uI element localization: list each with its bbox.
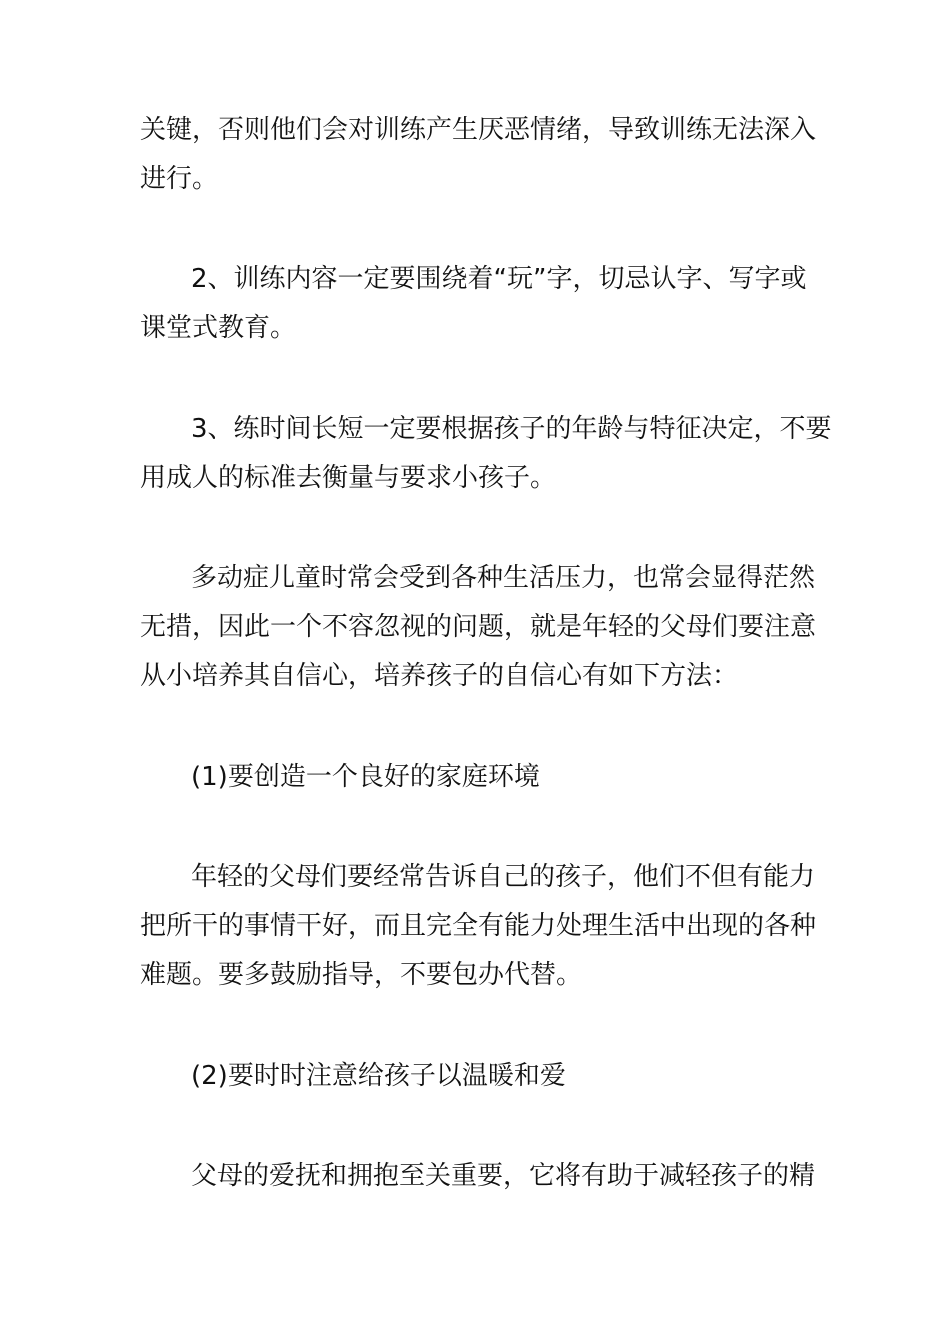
paragraph-2-line-1: 2、训练内容一定要围绕着“玩”字，切忌认字、写字或 <box>191 264 807 294</box>
paragraph-5-line-2: 把所干的事情干好，而且完全有能力处理生活中出现的各种 <box>140 911 817 941</box>
paragraph-1-line-2: 进行。 <box>140 164 219 194</box>
paragraph-4-line-3: 从小培养其自信心，培养孩子的自信心有如下方法： <box>140 661 739 691</box>
paragraph-3-line-1: 3、练时间长短一定要根据孩子的年龄与特征决定，不要 <box>191 414 832 444</box>
paragraph-4-line-1: 多动症儿童时常会受到各种生活压力，也常会显得茫然 <box>191 563 816 593</box>
heading-2: (2)要时时注意给孩子以温暖和爱 <box>191 1061 566 1091</box>
paragraph-4-line-2: 无措，因此一个不容忽视的问题，就是年轻的父母们要注意 <box>140 612 817 642</box>
paragraph-5-line-1: 年轻的父母们要经常告诉自己的孩子，他们不但有能力 <box>191 862 816 892</box>
paragraph-2-line-2: 课堂式教育。 <box>140 313 297 343</box>
paragraph-6-line-1: 父母的爱抚和拥抱至关重要，它将有助于减轻孩子的精 <box>191 1161 816 1191</box>
paragraph-3-line-2: 用成人的标准去衡量与要求小孩子。 <box>140 463 557 493</box>
heading-1: (1)要创造一个良好的家庭环境 <box>191 762 540 792</box>
paragraph-1-line-1: 关键，否则他们会对训练产生厌恶情绪，导致训练无法深入 <box>140 115 817 145</box>
paragraph-5-line-3: 难题。要多鼓励指导，不要包办代替。 <box>140 960 583 990</box>
